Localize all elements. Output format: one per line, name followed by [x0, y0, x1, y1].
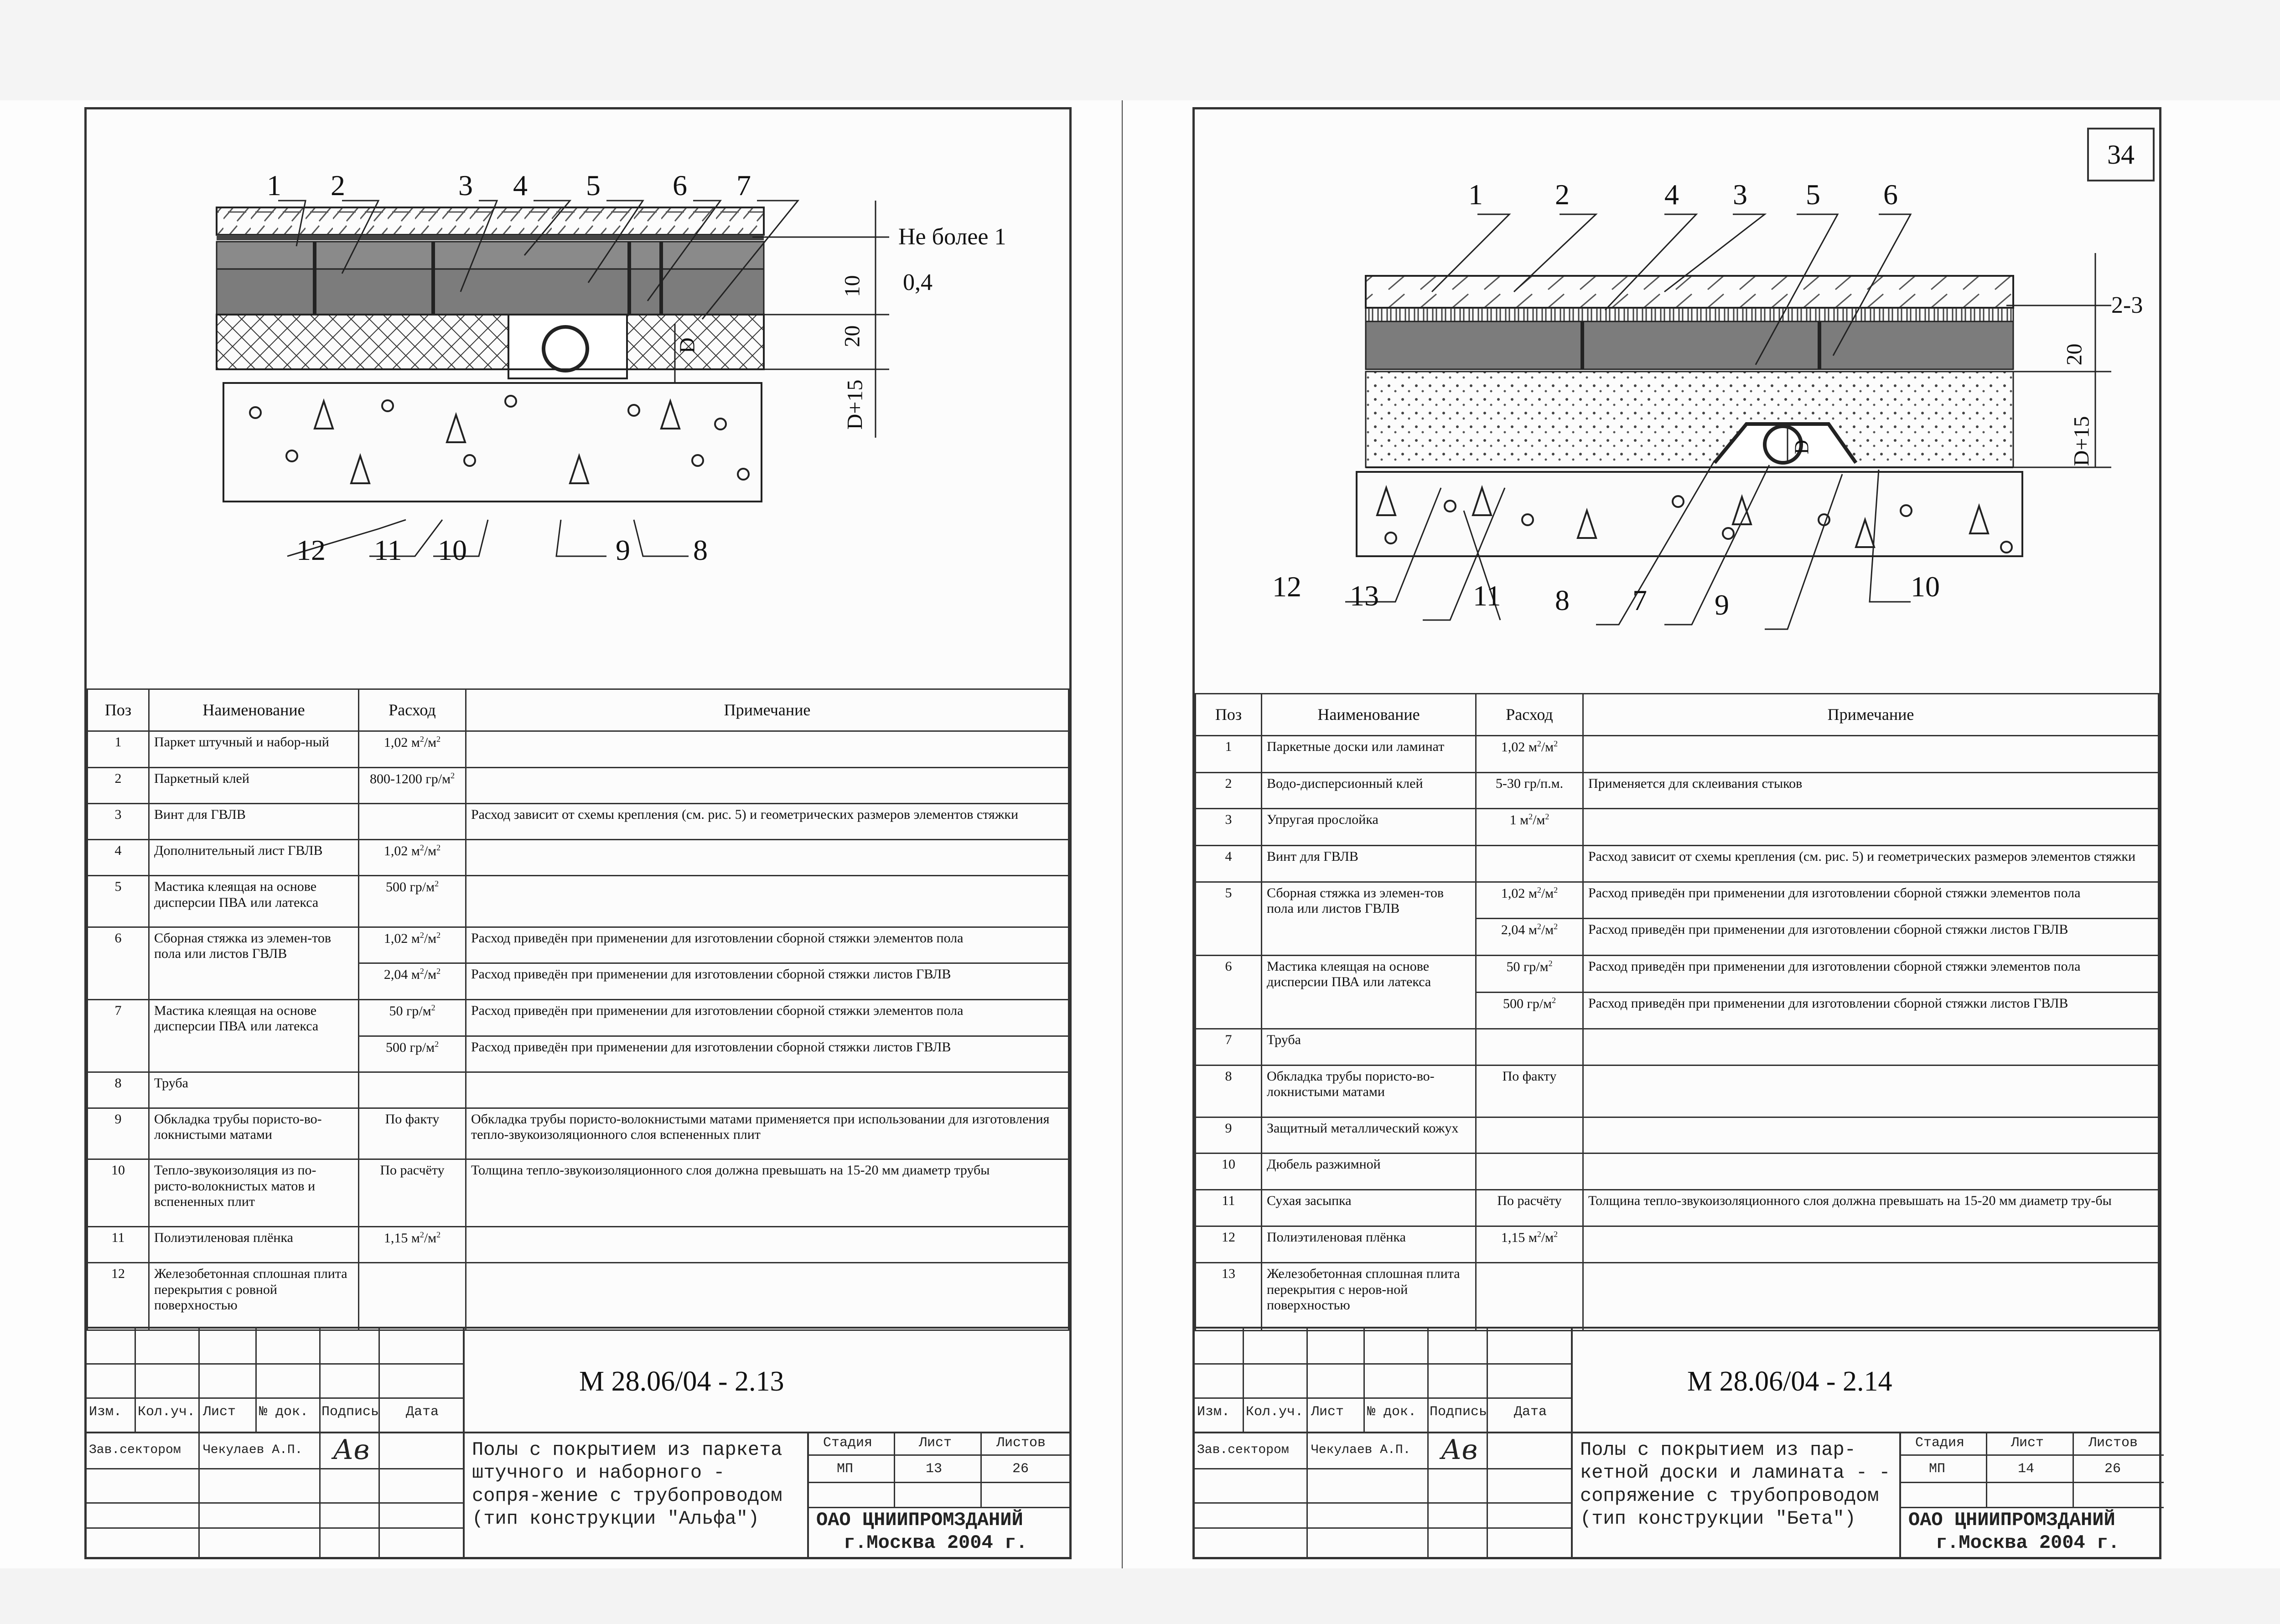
cell-note — [466, 1226, 1069, 1263]
col-rate: Расход — [1476, 694, 1583, 736]
doc-title: Полы с покрытием из паркета штучного и наборного - сопря-жение с трубопроводом (тип конструкции "Альфа") — [472, 1439, 782, 1530]
drawing-sheet-beta — [1192, 107, 2161, 1559]
spec-rows-beta — [1196, 736, 2159, 1331]
col-pos: Поз — [1196, 694, 1262, 736]
col-izm: Изм. — [1197, 1404, 1230, 1420]
dim-10: 10 — [840, 275, 865, 297]
table-row — [88, 1159, 1069, 1227]
table-row — [1196, 1117, 2159, 1153]
cell-note: Расход приведён при применении для изготовлении сборной стяжки элементов пола — [1583, 882, 2159, 919]
cell-name: Дюбель разжимной — [1262, 1153, 1476, 1190]
cell-rate: 500 $гр/м^2$ — [359, 876, 466, 927]
cell-pos: 3 — [1196, 809, 1262, 846]
scan-background-top — [0, 0, 2280, 100]
cell-pos: 5 — [88, 876, 149, 927]
callout-8: 8 — [693, 534, 708, 566]
cell-name: Упругая прослойка — [1262, 809, 1476, 846]
cell-note — [466, 876, 1069, 927]
callout-10: 10 — [1911, 570, 1940, 603]
cell-rate: По расчёту — [1476, 1190, 1583, 1226]
cell-note — [466, 839, 1069, 876]
stage-label: Стадия — [1915, 1435, 1965, 1451]
callout-11: 11 — [1473, 579, 1501, 612]
cell-rate: 800-1200 $гр/м^2$ — [359, 767, 466, 804]
cell-name: Железобетонная сплошная плита перекрытия с неров-ной поверхностью — [1262, 1263, 1476, 1331]
cell-note: Толщина тепло-звукоизоляционного слоя должна превышать на 15-20 мм диаметр тру-бы — [1583, 1190, 2159, 1226]
dim-d: D — [1790, 440, 1813, 455]
cell-note — [1583, 1226, 2159, 1263]
concrete-slab — [1357, 472, 2022, 556]
cell-note: Толщина тепло-звукоизоляционного слоя должна превышать на 15-20 мм диаметр трубы — [466, 1159, 1069, 1227]
callout-2: 2 — [1555, 178, 1570, 211]
cell-name: Сухая засыпка — [1262, 1190, 1476, 1226]
cell-note: Расход приведён при применении для изготовлении сборной стяжки элементов пола — [466, 927, 1069, 963]
cell-rate: По факту — [359, 1108, 466, 1159]
table-row — [88, 999, 1069, 1036]
cell-pos: 9 — [88, 1108, 149, 1159]
cell-note — [1583, 1117, 2159, 1153]
table-row — [88, 1072, 1069, 1108]
cell-rate: 2,04 $м^2/м^2$ — [1476, 919, 1583, 956]
cell-pos: 7 — [1196, 1029, 1262, 1065]
cell-note: Обкладка трубы пористо-волокнистыми матами применяется при использовании для изготовления тепло-звукоизоляционного слоя вспененных плит — [466, 1108, 1069, 1159]
cell-name: Тепло-звукоизоляция из по-ристо-волокнистых матов и вспененных плит — [149, 1159, 359, 1227]
table-row — [88, 876, 1069, 927]
sheet-label: Лист — [919, 1435, 952, 1451]
person: Чекулаев А.П. — [203, 1443, 303, 1457]
table-row — [88, 1226, 1069, 1263]
cell-note: Расход приведён при применении для изготовлении сборной стяжки листов ГВЛВ — [1583, 919, 2159, 956]
cell-pos: 12 — [1196, 1226, 1262, 1263]
cell-note: Расход приведён при применении для изготовлении сборной стяжки листов ГВЛВ — [466, 1036, 1069, 1072]
cell-name: Сборная стяжка из элемен-тов пола или листов ГВЛВ — [149, 927, 359, 999]
cell-pos: 8 — [88, 1072, 149, 1108]
sheet-value: 13 — [926, 1461, 943, 1477]
cell-name: Труба — [1262, 1029, 1476, 1065]
callout-5: 5 — [1806, 178, 1820, 211]
col-kol: Кол.уч. — [1246, 1404, 1304, 1420]
cell-pos: 13 — [1196, 1263, 1262, 1331]
sheets-label: Листов — [2088, 1435, 2138, 1451]
col-pos: Поз — [88, 689, 149, 731]
doc-code: М 28.06/04 - 2.14 — [1687, 1366, 1892, 1397]
scan-background-bottom — [0, 1568, 2280, 1624]
cell-name: Мастика клеящая на основе дисперсии ПВА или латекса — [149, 876, 359, 927]
table-row — [1196, 772, 2159, 809]
cell-name: Сборная стяжка из элемен-тов пола или листов ГВЛВ — [1262, 882, 1476, 955]
cell-pos: 11 — [1196, 1190, 1262, 1226]
sheets-label: Листов — [996, 1435, 1046, 1451]
cell-pos: 5 — [1196, 882, 1262, 955]
cell-pos: 4 — [1196, 845, 1262, 882]
layer-elastic — [1366, 308, 2013, 321]
cell-name: Защитный металлический кожух — [1262, 1117, 1476, 1153]
doc-title: Полы с покрытием из пар-кетной доски и ламината - - сопряжение с трубопроводом (тип конструкции "Бета") — [1580, 1439, 1891, 1530]
cell-name: Дополнительный лист ГВЛВ — [149, 839, 359, 876]
callout-13: 13 — [1350, 579, 1379, 612]
doc-code: М 28.06/04 - 2.13 — [579, 1366, 784, 1397]
layer-laminate — [1366, 276, 2013, 308]
pipe — [544, 327, 587, 371]
table-row — [1196, 1065, 2159, 1117]
col-note: Примечание — [466, 689, 1069, 731]
role: Зав.сектором — [1197, 1443, 1289, 1457]
cell-note — [466, 767, 1069, 804]
dim-20: 20 — [840, 325, 865, 347]
cell-rate — [1476, 845, 1583, 882]
table-row — [1196, 809, 2159, 846]
callout-7: 7 — [736, 169, 751, 202]
cell-pos: 11 — [88, 1226, 149, 1263]
table-row — [1196, 845, 2159, 882]
title-block-alpha — [87, 1327, 1069, 1557]
cell-name: Водо-дисперсионный клей — [1262, 772, 1476, 809]
layer-screed — [217, 269, 764, 315]
cell-rate — [359, 1263, 466, 1330]
cell-note — [466, 1072, 1069, 1108]
cell-pos: 4 — [88, 839, 149, 876]
col-list: Лист — [203, 1404, 236, 1420]
cell-rate: По факту — [1476, 1065, 1583, 1117]
callout-1: 1 — [267, 169, 281, 202]
cell-rate — [359, 1072, 466, 1108]
table-row — [88, 1108, 1069, 1159]
layer-screed — [1366, 321, 2013, 369]
col-note: Примечание — [1583, 694, 2159, 736]
cell-rate: 1,02 $м^2/м^2$ — [359, 839, 466, 876]
dim-gap: 0,4 — [903, 269, 933, 295]
cell-pos: 9 — [1196, 1117, 1262, 1153]
cell-note — [1583, 1263, 2159, 1331]
cell-rate: 50 $гр/м^2$ — [1476, 955, 1583, 992]
cell-note — [1583, 1065, 2159, 1117]
cell-note — [466, 731, 1069, 768]
cell-pos: 1 — [1196, 736, 1262, 773]
cell-pos: 2 — [88, 767, 149, 804]
cell-rate: 1,02 $м^2/м^2$ — [1476, 736, 1583, 773]
col-rate: Расход — [359, 689, 466, 731]
callout-4: 4 — [1664, 178, 1679, 211]
cell-name: Паркет штучный и набор-ный — [149, 731, 359, 768]
dim-d: D — [675, 337, 700, 353]
dim-20: 20 — [2062, 343, 2087, 366]
table-row — [1196, 1190, 2159, 1226]
cell-rate: 1,02 $м^2/м^2$ — [1476, 882, 1583, 919]
cell-pos: 6 — [1196, 955, 1262, 1029]
cell-rate: 1,02 $м^2/м^2$ — [359, 927, 466, 963]
callout-9: 9 — [1715, 589, 1729, 621]
cell-rate — [1476, 1263, 1583, 1331]
cell-name: Железобетонная сплошная плита перекрытия с ровной поверхностью — [149, 1263, 359, 1330]
cell-note: Расход приведён при применении для изготовлении сборной стяжки элементов пола — [1583, 955, 2159, 992]
callout-5: 5 — [586, 169, 601, 202]
cell-pos: 6 — [88, 927, 149, 999]
col-izm: Изм. — [89, 1404, 122, 1420]
callout-11: 11 — [374, 534, 402, 566]
org-city: г.Москва 2004 г. — [844, 1532, 1028, 1554]
col-list: Лист — [1311, 1404, 1344, 1420]
dim-max: Не более 1 — [898, 224, 1006, 250]
cell-name: Паркетный клей — [149, 767, 359, 804]
col-kol: Кол.уч. — [138, 1404, 196, 1420]
table-row — [88, 839, 1069, 876]
concrete-slab — [223, 383, 762, 502]
cell-rate: 500 $гр/м^2$ — [1476, 992, 1583, 1029]
cell-name: Обкладка трубы пористо-во-локнистыми матами — [1262, 1065, 1476, 1117]
dim-d15: D+15 — [2069, 416, 2094, 466]
cell-rate — [1476, 1029, 1583, 1065]
cell-rate: 1,02 $м^2/м^2$ — [359, 731, 466, 768]
cell-note: Расход зависит от схемы крепления (см. рис. 5) и геометрических размеров элементов стяжки — [466, 804, 1069, 840]
cell-note — [466, 1263, 1069, 1330]
cell-note: Расход приведён при применении для изготовлении сборной стяжки листов ГВЛВ — [466, 963, 1069, 1000]
signature: Ав — [333, 1434, 370, 1466]
cell-name: Полиэтиленовая плёнка — [149, 1226, 359, 1263]
cell-name: Винт для ГВЛВ — [1262, 845, 1476, 882]
cell-rate: 2,04 $м^2/м^2$ — [359, 963, 466, 1000]
stage-value: МП — [837, 1461, 854, 1477]
col-sign: Подпись — [321, 1404, 379, 1420]
cell-name: Полиэтиленовая плёнка — [1262, 1226, 1476, 1263]
table-row — [1196, 1226, 2159, 1263]
callout-6: 6 — [1883, 178, 1898, 211]
title-block-beta — [1195, 1327, 2159, 1557]
org-name: ОАО ЦНИИПРОМЗДАНИЙ — [1908, 1509, 2115, 1531]
table-row — [1196, 1029, 2159, 1065]
page-number: 34 — [2087, 128, 2155, 181]
spec-rows-alpha — [88, 731, 1069, 1330]
cell-note — [1583, 809, 2159, 846]
table-row — [88, 767, 1069, 804]
cell-pos: 1 — [88, 731, 149, 768]
table-row — [88, 927, 1069, 963]
callout-10: 10 — [438, 534, 467, 566]
callout-3: 3 — [1733, 178, 1747, 211]
sheets-value: 26 — [1012, 1461, 1029, 1477]
cell-name: Труба — [149, 1072, 359, 1108]
cell-rate — [359, 804, 466, 840]
signature: Ав — [1441, 1434, 1478, 1466]
callout-6: 6 — [673, 169, 687, 202]
sheet-value: 14 — [2018, 1461, 2035, 1477]
cell-pos: 2 — [1196, 772, 1262, 809]
table-row — [1196, 1263, 2159, 1331]
cell-rate: 5-30 гр/п.м. — [1476, 772, 1583, 809]
table-row — [1196, 882, 2159, 919]
cell-rate: 500 $гр/м^2$ — [359, 1036, 466, 1072]
cell-name: Паркетные доски или ламинат — [1262, 736, 1476, 773]
org-name: ОАО ЦНИИПРОМЗДАНИЙ — [816, 1509, 1023, 1531]
cell-rate: По расчёту — [359, 1159, 466, 1227]
cell-note: Применяется для склеивания стыков — [1583, 772, 2159, 809]
table-row — [1196, 1153, 2159, 1190]
layer-extra-sheet — [217, 242, 764, 269]
col-name: Наименование — [1262, 694, 1476, 736]
person: Чекулаев А.П. — [1311, 1443, 1411, 1457]
callout-7: 7 — [1632, 584, 1647, 616]
cell-rate — [1476, 1117, 1583, 1153]
cell-rate: 1,15 $м^2/м^2$ — [359, 1226, 466, 1263]
callout-8: 8 — [1555, 584, 1570, 616]
role: Зав.сектором — [89, 1443, 181, 1457]
table-row — [1196, 955, 2159, 992]
cell-rate: 1 $м^2/м^2$ — [1476, 809, 1583, 846]
org-city: г.Москва 2004 г. — [1936, 1532, 2120, 1554]
cell-note: Расход приведён при применении для изготовлении сборной стяжки листов ГВЛВ — [1583, 992, 2159, 1029]
table-row — [88, 1263, 1069, 1330]
col-doc: № док. — [1367, 1404, 1417, 1420]
callout-4: 4 — [513, 169, 528, 202]
spec-table-alpha — [87, 688, 1069, 1331]
sheet-label: Лист — [2011, 1435, 2044, 1451]
layer-insulation-left — [217, 315, 508, 369]
drawing-sheet-alpha — [84, 107, 1072, 1559]
layer-dry-fill — [1366, 372, 2013, 467]
table-row — [88, 804, 1069, 840]
cell-pos: 10 — [1196, 1153, 1262, 1190]
stage-value: МП — [1929, 1461, 1946, 1477]
cell-note — [1583, 736, 2159, 773]
cell-pos: 10 — [88, 1159, 149, 1227]
cell-name: Мастика клеящая на основе дисперсии ПВА или латекса — [149, 999, 359, 1072]
cell-rate: 50 $гр/м^2$ — [359, 999, 466, 1036]
col-name: Наименование — [149, 689, 359, 731]
callout-1: 1 — [1468, 178, 1483, 211]
cell-name: Винт для ГВЛВ — [149, 804, 359, 840]
callout-3: 3 — [458, 169, 473, 202]
cell-name: Мастика клеящая на основе дисперсии ПВА или латекса — [1262, 955, 1476, 1029]
callout-12: 12 — [1272, 570, 1301, 603]
section-drawing-alpha — [87, 109, 1072, 679]
callout-2: 2 — [331, 169, 345, 202]
cell-note: Расход приведён при применении для изготовлении сборной стяжки элементов пола — [466, 999, 1069, 1036]
col-sign: Подпись — [1430, 1404, 1487, 1420]
cell-note — [1583, 1153, 2159, 1190]
cell-rate: 1,15 $м^2/м^2$ — [1476, 1226, 1583, 1263]
table-row — [1196, 736, 2159, 773]
cell-note — [1583, 1029, 2159, 1065]
callout-12: 12 — [296, 534, 326, 566]
cell-pos: 8 — [1196, 1065, 1262, 1117]
table-row — [88, 731, 1069, 768]
col-doc: № док. — [259, 1404, 309, 1420]
callout-9: 9 — [616, 534, 630, 566]
cell-pos: 12 — [88, 1263, 149, 1330]
dim-d15: D+15 — [843, 379, 867, 430]
cell-name: Обкладка трубы пористо-во-локнистыми матами — [149, 1108, 359, 1159]
col-date: Дата — [1514, 1404, 1547, 1420]
layer-parquet — [217, 207, 764, 235]
page-fold-line — [1122, 100, 1123, 1568]
sheets-value: 26 — [2104, 1461, 2121, 1477]
spec-table-beta — [1195, 693, 2159, 1331]
cell-pos: 7 — [88, 999, 149, 1072]
col-date: Дата — [406, 1404, 439, 1420]
dim-gap: 2-3 — [2111, 292, 2143, 318]
cell-note: Расход зависит от схемы крепления (см. рис. 5) и геометрических размеров элементов стяжки — [1583, 845, 2159, 882]
cell-pos: 3 — [88, 804, 149, 840]
stage-label: Стадия — [823, 1435, 873, 1451]
cell-rate — [1476, 1153, 1583, 1190]
